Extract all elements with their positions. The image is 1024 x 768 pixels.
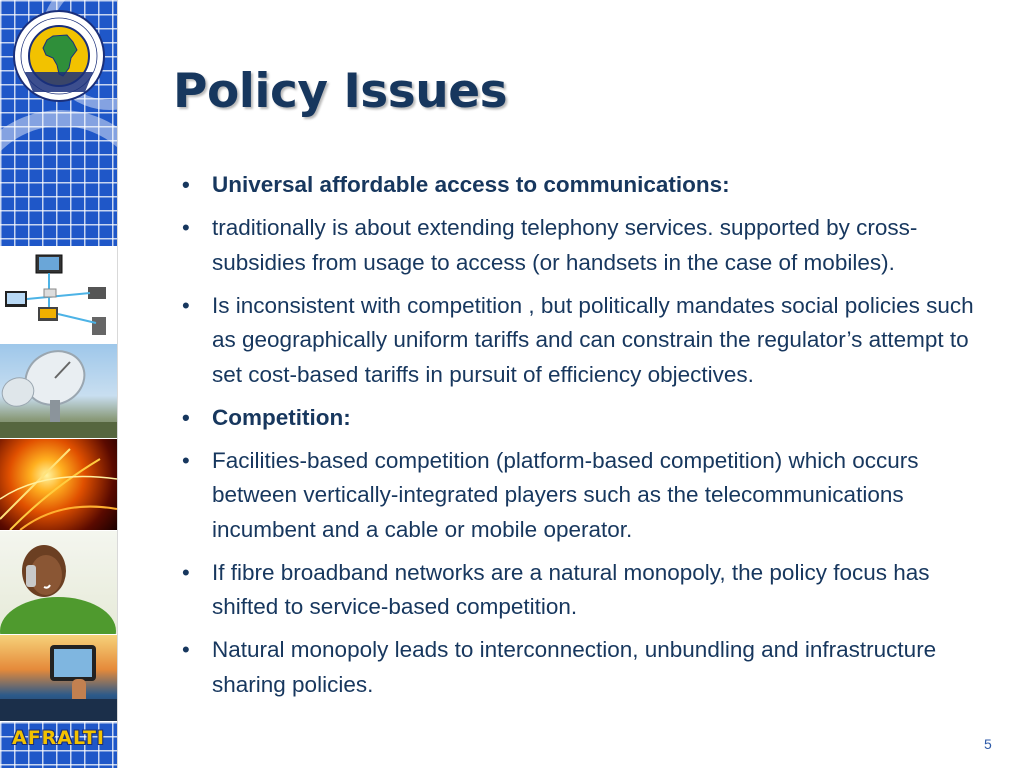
bullet-item: • Is inconsistent with competition , but politically mandates social policies such as geographically uniform tariffs and can constrain the regulator’s attempt to set cost-based tariffs in pursuit of efficiency objectives.	[180, 289, 995, 393]
slide-title: Policy Issues	[173, 64, 508, 119]
sidebar-decoration	[0, 0, 118, 768]
hand-holding-device-image	[0, 635, 117, 721]
afralti-logo	[13, 10, 105, 102]
woman-on-phone-image	[0, 531, 117, 634]
bullet-item: • traditionally is about extending telephony services. supported by cross-subsidies from usage to access (or handsets in the case of mobiles).	[180, 211, 995, 280]
afralti-brand-text: AFRALTI	[11, 727, 105, 749]
bullet-item: • Competition:	[180, 401, 995, 436]
network-devices-image	[0, 247, 117, 343]
fiber-optics-image	[0, 439, 117, 530]
bullet-item: • Natural monopoly leads to interconnection, unbundling and infrastructure sharing policies.	[180, 633, 995, 702]
bullet-item: • Universal affordable access to communications:	[180, 168, 995, 203]
bullet-list	[180, 168, 995, 711]
page-number: 5	[984, 736, 992, 752]
satellite-dish-image	[0, 344, 117, 438]
bullet-item: • Facilities-based competition (platform-based competition) which occurs between vertically-integrated players such as the telecommunications incumbent and a cable or mobile operator.	[180, 444, 995, 548]
bullet-item: • If fibre broadband networks are a natural monopoly, the policy focus has shifted to service-based competition.	[180, 556, 995, 625]
